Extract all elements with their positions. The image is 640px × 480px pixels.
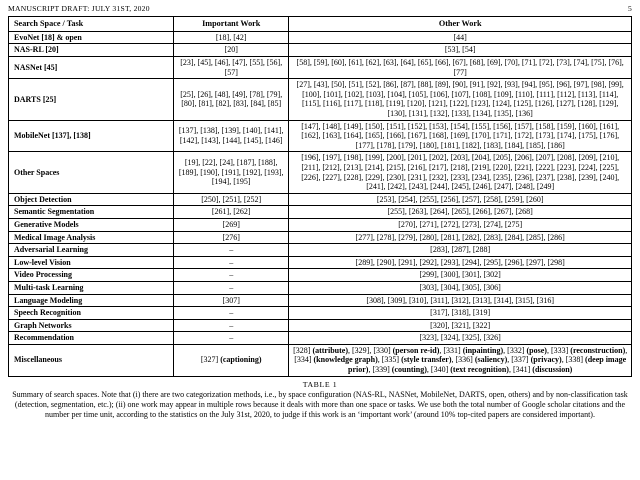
- row-other-work: [323], [324], [325], [326]: [289, 332, 632, 345]
- table-row-low-level-vision: [9, 256, 632, 269]
- row-other-work: [303], [304], [305], [306]: [289, 281, 632, 294]
- row-other-work: [253], [254], [255], [256], [257], [258], [259], [260]: [289, 193, 632, 206]
- table-body: [9, 31, 632, 376]
- row-important-work: [19], [22], [24], [187], [188], [189], [190], [191], [192], [193], [194], [195]: [174, 152, 289, 193]
- running-header: [8, 4, 632, 13]
- row-other-work: [255], [263], [264], [265], [266], [267], [268]: [289, 206, 632, 219]
- row-important-work: [276]: [174, 231, 289, 244]
- row-other-work: [196], [197], [198], [199], [200], [201], [202], [203], [204], [205], [206], [207], [208], [209], [210], [211], [212], [213], [214], [215], [216], [217], [218], [219], [220], [221], [222], [223], [224], [225], [226], [227], [228], [229], [230], [231], [232], [233], [234], [235], [236], [237], [238], [239], [240], [241], [242], [243], [244], [245], [246], [247], [248], [249]: [289, 152, 632, 193]
- row-task: Object Detection: [9, 193, 174, 206]
- table-row-generative-models: [9, 218, 632, 231]
- row-task: EvoNet [18] & open: [9, 31, 174, 44]
- row-other-work: [289], [290], [291], [292], [293], [294], [295], [296], [297], [298]: [289, 256, 632, 269]
- row-other-work: [147], [148], [149], [150], [151], [152], [153], [154], [155], [156], [157], [158], [159], [160], [161], [162], [163], [164], [165], [166], [167], [168], [169], [170], [171], [172], [173], [174], [175], [176], [177], [178], [179], [180], [181], [182], [183], [184], [185], [186]: [289, 120, 632, 152]
- row-task: NAS-RL [20]: [9, 44, 174, 57]
- table-number-label: TABLE 1: [302, 379, 338, 389]
- row-task: NASNet [45]: [9, 57, 174, 79]
- row-other-work: [328] (attribute), [329], [330] (person re-id), [331] (inpainting), [332] (pose), [333] (reconstruction), [334] (knowledge graph), [335] (style transfer), [336] (saliency), [337] (privacy), [338] (deep image prior), [339] (counting), [340] (text recognition), [341] (discussion): [289, 344, 632, 376]
- row-other-work: [44]: [289, 31, 632, 44]
- row-important-work: –: [174, 244, 289, 257]
- row-important-work: –: [174, 281, 289, 294]
- table-row-language-modeling: [9, 294, 632, 307]
- row-important-work: [20]: [174, 44, 289, 57]
- table-row-mobilenet: [9, 120, 632, 152]
- row-task: Adversarial Learning: [9, 244, 174, 257]
- search-space-summary-table: [8, 16, 632, 377]
- row-important-work: –: [174, 256, 289, 269]
- row-important-work: [307]: [174, 294, 289, 307]
- row-task: Language Modeling: [9, 294, 174, 307]
- column-header-important-work: Important Work: [174, 17, 289, 32]
- table-caption: Summary of search spaces. Note that (i) there are two categorization methods, i.e., by space configuration (NAS-RL, NASNet, MobileNet, DARTS, open, others) and by non-classification task (detection, segmentation, etc.); (ii) one work may appear in multiple rows because it deals with more than one space or tasks. We use both the total number of Google scholar citations and the number per time unit, according to the statistics on the July 31st, 2020, to judge if this work is an ‘important work’ (around 10% top-cited papers are considered important).: [12, 389, 628, 419]
- row-important-work: –: [174, 332, 289, 345]
- table-row-nas-rl: [9, 44, 632, 57]
- table-row-darts: [9, 79, 632, 120]
- page-number: 5: [627, 4, 632, 13]
- row-other-work: [58], [59], [60], [61], [62], [63], [64], [65], [66], [67], [68], [69], [70], [71], [72], [73], [74], [75], [76], [77]: [289, 57, 632, 79]
- table-row-multi-task-learning: [9, 281, 632, 294]
- row-important-work: [327] (captioning): [174, 344, 289, 376]
- row-task: Generative Models: [9, 218, 174, 231]
- row-task: Speech Recognition: [9, 307, 174, 320]
- manuscript-date: MANUSCRIPT DRAFT: JULY 31ST, 2020: [8, 4, 150, 13]
- row-important-work: [250], [251], [252]: [174, 193, 289, 206]
- row-important-work: [18], [42]: [174, 31, 289, 44]
- row-other-work: [270], [271], [272], [273], [274], [275]: [289, 218, 632, 231]
- table-header: [9, 17, 632, 32]
- table-row-medical-image-analysis: [9, 231, 632, 244]
- row-other-work: [308], [309], [310], [311], [312], [313], [314], [315], [316]: [289, 294, 632, 307]
- row-task: DARTS [25]: [9, 79, 174, 120]
- row-task: Semantic Segmentation: [9, 206, 174, 219]
- column-header-other-work: Other Work: [289, 17, 632, 32]
- table-row-object-detection: [9, 193, 632, 206]
- row-task: MobileNet [137], [138]: [9, 120, 174, 152]
- row-task: Low-level Vision: [9, 256, 174, 269]
- row-task: Video Processing: [9, 269, 174, 282]
- row-important-work: [23], [45], [46], [47], [55], [56], [57]: [174, 57, 289, 79]
- row-important-work: [137], [138], [139], [140], [141], [142], [143], [144], [145], [146]: [174, 120, 289, 152]
- table-row-other-spaces: [9, 152, 632, 193]
- row-other-work: [320], [321], [322]: [289, 319, 632, 332]
- table-row-nasnet: [9, 57, 632, 79]
- row-other-work: [53], [54]: [289, 44, 632, 57]
- table-row-speech-recognition: [9, 307, 632, 320]
- row-task: Other Spaces: [9, 152, 174, 193]
- row-task: Medical Image Analysis: [9, 231, 174, 244]
- row-important-work: [269]: [174, 218, 289, 231]
- row-other-work: [277], [278], [279], [280], [281], [282], [283], [284], [285], [286]: [289, 231, 632, 244]
- table-row-evonet: [9, 31, 632, 44]
- row-important-work: –: [174, 319, 289, 332]
- row-important-work: [25], [26], [48], [49], [78], [79], [80], [81], [82], [83], [84], [85]: [174, 79, 289, 120]
- row-task: Miscellaneous: [9, 344, 174, 376]
- table-row-recommendation: [9, 332, 632, 345]
- row-other-work: [283], [287], [288]: [289, 244, 632, 257]
- row-important-work: –: [174, 269, 289, 282]
- row-important-work: [261], [262]: [174, 206, 289, 219]
- table-row-graph-networks: [9, 319, 632, 332]
- header-row: [9, 17, 632, 32]
- column-header-search-space-task: Search Space / Task: [9, 17, 174, 32]
- row-other-work: [27], [43], [50], [51], [52], [86], [87], [88], [89], [90], [91], [92], [93], [94], [95], [96], [97], [98], [99], [100], [101], [102], [103], [104], [105], [106], [107], [108], [109], [110], [111], [112], [113], [114], [115], [116], [117], [118], [119], [120], [121], [122], [123], [124], [125], [126], [127], [128], [129], [130], [131], [132], [133], [134], [135], [136]: [289, 79, 632, 120]
- table-row-adversarial-learning: [9, 244, 632, 257]
- row-task: Multi-task Learning: [9, 281, 174, 294]
- table-row-semantic-segmentation: [9, 206, 632, 219]
- row-task: Graph Networks: [9, 319, 174, 332]
- row-other-work: [299], [300], [301], [302]: [289, 269, 632, 282]
- row-important-work: –: [174, 307, 289, 320]
- table-row-video-processing: [9, 269, 632, 282]
- table-row-miscellaneous: [9, 344, 632, 376]
- row-task: Recommendation: [9, 332, 174, 345]
- row-other-work: [317], [318], [319]: [289, 307, 632, 320]
